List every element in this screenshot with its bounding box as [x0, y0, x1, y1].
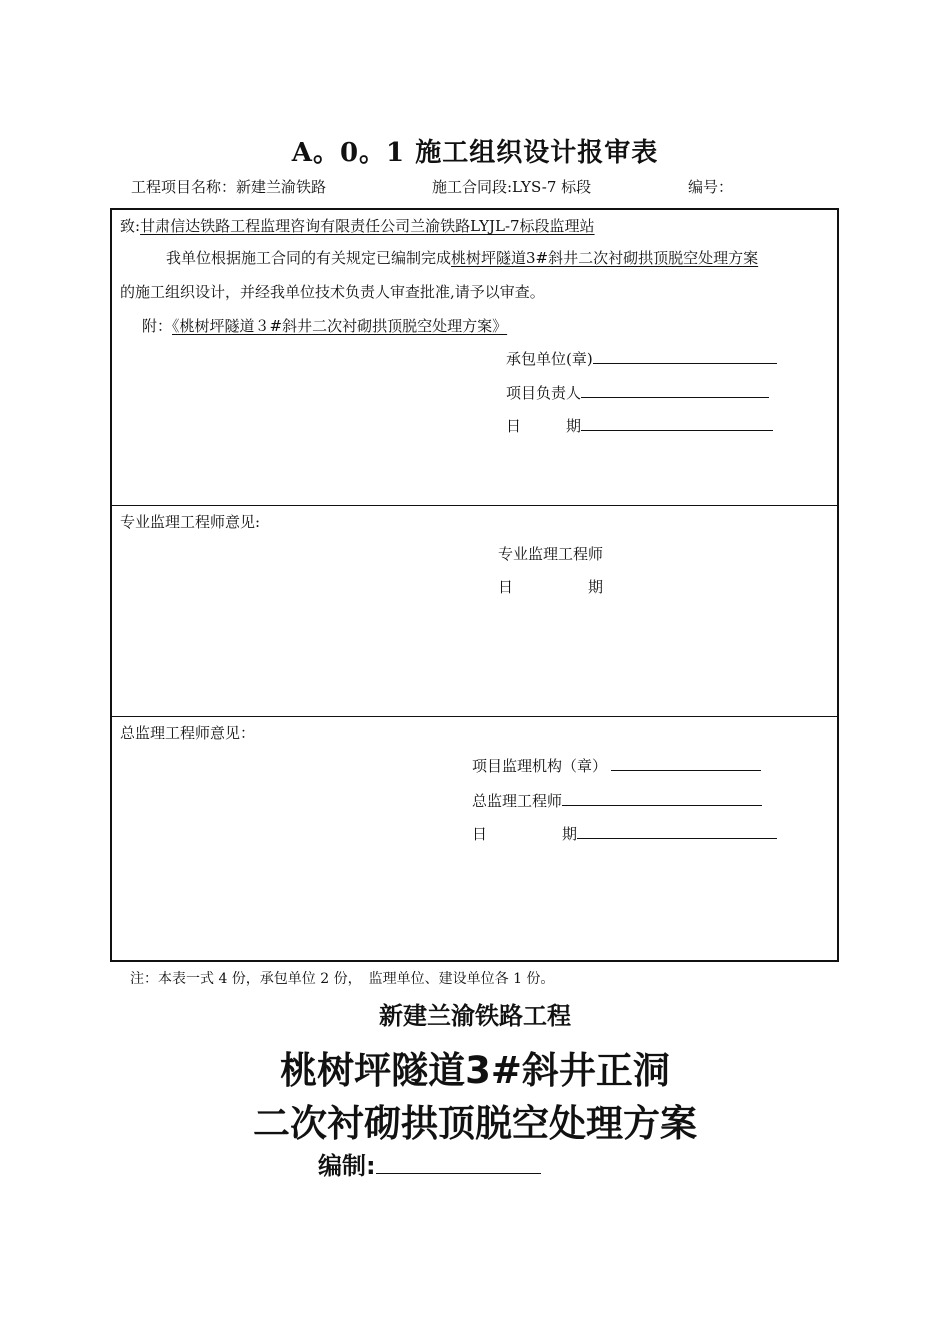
cover-title-line2: 二次衬砌拱顶脱空处理方案: [253, 1102, 697, 1145]
date-line-3: [577, 822, 777, 839]
supervision-org-signature-line: [611, 754, 761, 771]
row-divider: [112, 505, 837, 506]
submission-body-line2: 的施工组织设计，并经我单位技术负责人审查批准,请予以审查。: [120, 283, 545, 301]
project-name-label: 工程项目名称：新建兰渝铁路: [131, 178, 327, 196]
contractor-signature-line: [593, 347, 777, 364]
date-label-1: 日 期: [506, 417, 582, 435]
attachment-prefix: 附：: [142, 317, 173, 335]
plan-name: 桃树坪隧道3#斜井二次衬砌拱顶脱空处理方案: [451, 249, 759, 267]
chief-engineer-signature-line: [562, 789, 762, 806]
compiler-label: 编制:: [318, 1152, 376, 1180]
attachment-line: [142, 315, 507, 336]
cover-heading: 新建兰渝铁路工程: [379, 1001, 571, 1030]
manager-signature-row: [506, 381, 769, 403]
date-row-1: [506, 414, 773, 436]
specialist-engineer-label: 专业监理工程师: [498, 545, 604, 563]
recipient-name: 甘肃信达铁路工程监理咨询有限责任公司兰渝铁路LYJL-7标段监理站: [140, 217, 595, 235]
specialist-opinion-heading: 专业监理工程师意见:: [120, 513, 261, 531]
date-label-3: 日 期: [472, 825, 578, 843]
supervision-org-label: 项目监理机构（章）: [472, 757, 608, 775]
attachment-document: 《桃树坪隧道３#斜井二次衬砌拱顶脱空处理方案》: [172, 317, 508, 335]
row-divider: [112, 716, 837, 717]
chief-engineer-row: [472, 789, 762, 811]
supervision-org-row: [472, 754, 761, 776]
compiler-row: [318, 1146, 541, 1181]
date-line-1: [581, 414, 773, 431]
submission-body-line1: [166, 247, 758, 268]
manager-signature-line: [581, 381, 769, 398]
recipient-line: [120, 215, 595, 236]
review-form-table: [110, 208, 839, 962]
cover-title-line1: 桃树坪隧道3#斜井正洞: [280, 1049, 670, 1092]
form-title: A。0。1 施工组织设计报审表: [291, 138, 659, 168]
date-row-3: [472, 822, 777, 844]
chief-opinion-heading: 总监理工程师意见：: [120, 724, 256, 742]
date-label-2: 日 期: [498, 578, 604, 596]
contract-section-label: 施工合同段:LYS-7 标段: [432, 178, 592, 196]
manager-label: 项目负责人: [506, 384, 582, 402]
recipient-prefix: 致:: [120, 217, 141, 235]
compiler-signature-line: [376, 1147, 541, 1174]
contractor-label: 承包单位(章): [506, 350, 593, 368]
submission-body-part1: 我单位根据施工合同的有关规定已编制完成: [166, 249, 452, 267]
contractor-signature-row: [506, 347, 777, 369]
chief-engineer-label: 总监理工程师: [472, 792, 563, 810]
form-number-label: 编号：: [688, 178, 734, 196]
copies-note: 注：本表一式 4 份，承包单位 2 份， 监理单位、建设单位各 1 份。: [130, 971, 555, 987]
